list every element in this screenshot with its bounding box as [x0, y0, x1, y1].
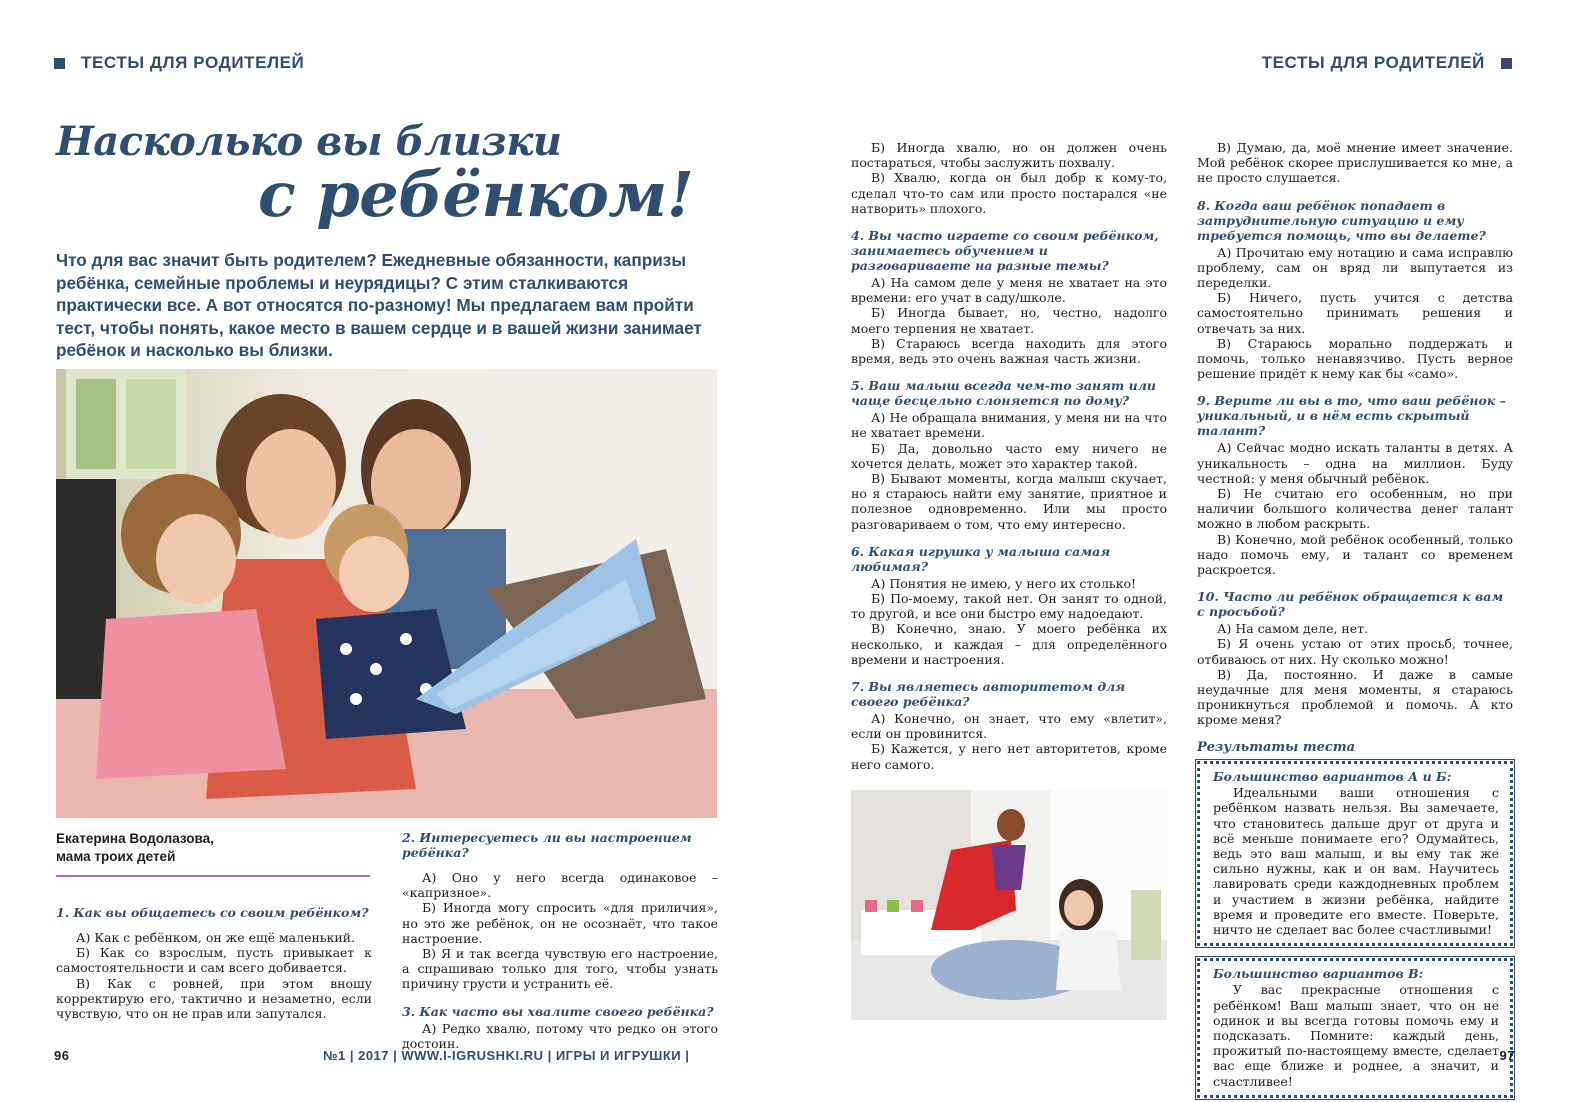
answer-a: А) Сейчас модно искать таланты в детях. А уникальность – одна на миллион. Буду честной: у меня обычный ребёнок. [1197, 440, 1513, 486]
question-9 [1197, 393, 1513, 577]
question-title: 10. Часто ли ребёнок обращается к вам с просьбой? [1197, 589, 1504, 620]
answer-a: А) Понятия не имею, у него их столько! [871, 575, 1137, 591]
question-7-start [851, 679, 1167, 772]
answer-a: А) Как с ребёнком, он же ещё маленький. [76, 930, 356, 945]
answer-c: В) Стараюсь морально поддержать и помочь, только ненавязчиво. Пусть верное решение придёт к нему как бы «само». [1197, 335, 1513, 382]
magazine-footer: №1 | 2017 | WWW.I-IGRUSHKI.RU | ИГРЫ И ИГРУШКИ | [323, 1048, 690, 1063]
section-header-label: ТЕСТЫ ДЛЯ РОДИТЕЛЕЙ [81, 53, 305, 72]
results-title: Результаты теста [1197, 739, 1356, 755]
answer-b: Б) Иногда хвалю, но он должен очень постараться, чтобы заслужить похвалу. [851, 140, 1167, 171]
answer-a: А) Оно у него всегда одинаковое – «капризное». [402, 870, 718, 901]
page-number-right: 97 [1499, 1048, 1515, 1063]
answer-b: Б) Да, довольно часто ему ничего не хочется делать, может это характер такой. [851, 440, 1167, 471]
right-page [787, 0, 1574, 1102]
section-header-right [1262, 53, 1512, 73]
result-heading: Большинство вариантов В: [1213, 966, 1424, 982]
answer-c: В) Я и так всегда чувствую его настроение, а спрашиваю только для того, чтобы узнать причину грусти и устранить её. [402, 946, 718, 992]
answer-b: Б) Я очень устаю от этих просьб, точнее, отбиваюсь от них. Ну сколько можно! [1197, 636, 1513, 667]
right-column-2 [1197, 140, 1513, 1102]
answer-c: В) Хвалю, когда он был добр к кому-то, сделал что-то сам или просто постарался «не натворить» плохого. [851, 170, 1167, 216]
result-heading: Большинство вариантов А и Б: [1213, 768, 1452, 784]
answer-a: А) Редко хвалю, потому что редко он этого достоин. [402, 1020, 718, 1051]
question-1 [56, 905, 372, 1021]
answer-c: В) Как с ровней, при этом вношу корректирую его, тактично и незаметно, если чувствую, что он не прав или запутался. [56, 975, 372, 1022]
answer-c: В) Конечно, знаю. У моего ребёнка их несколько, и каждая – для определённого времени и настроения. [851, 621, 1167, 667]
question-10 [1197, 589, 1513, 727]
question-title: 6. Какая игрушка у малыша самая любимая? [851, 543, 1111, 574]
question-title: 2. Интересуетесь ли вы настроением ребёнка? [402, 830, 692, 860]
question-4 [851, 228, 1167, 366]
result-box-c [1197, 958, 1513, 1098]
answer-c: В) Думаю, да, моё мнение имеет значение. Мой ребёнок скорее прислушивается ко мне, а не просто слушается. [1197, 140, 1513, 186]
answer-b: Б) Как со взрослым, пусть привыкает к самостоятельности и сам всего добивается. [56, 945, 372, 976]
result-text: У вас прекрасные отношения с ребёнком! Ваш малыш знает, что он не одинок и вы всегда готовы помочь ему и подсказать. Помните: каждый день, прожитый по-настоящему вместе, сделает вас еще ближе и роднее, а значит, и счастливее! [1213, 982, 1499, 1089]
question-2 [402, 830, 718, 992]
question-5 [851, 378, 1167, 532]
caption-name: Екатерина Водолазова, [56, 831, 214, 846]
section-header-label: ТЕСТЫ ДЛЯ РОДИТЕЛЕЙ [1261, 53, 1485, 72]
section-square-icon [1501, 58, 1512, 69]
page-number-left: 96 [54, 1048, 70, 1063]
answer-a: А) На самом деле, нет. [1217, 621, 1369, 637]
answer-c: В) Бывают моменты, когда малыш скучает, но я стараюсь найти ему занятие, приятное и полезное одновременно. Или мы просто разговариваем о том, что ему интересно. [851, 471, 1167, 532]
question-title: 5. Ваш малыш всегда чем-то занят или чаще бесцельно слоняется по дому? [851, 378, 1156, 409]
section-square-icon [54, 58, 65, 69]
answer-c: В) Конечно, мой ребёнок особенный, только надо помочь ему, и талант со временем раскроется. [1197, 531, 1513, 578]
family-reading-illustration [56, 369, 717, 818]
question-title: 9. Верите ли вы в то, что ваш ребёнок – уникальный, и в нём есть скрытый талант? [1197, 393, 1506, 439]
question-7-end [1197, 140, 1513, 186]
mother-child-illustration [851, 790, 1167, 1020]
answer-a: А) Не обращала внимания, у меня ни на что не хватает времени. [851, 410, 1167, 441]
left-column-1 [56, 905, 372, 1033]
answer-c: В) Да, постоянно. И даже в самые неудачные для меня моменты, я стараюсь проникнуться проблемой и помочь. А кто кроме меня? [1197, 666, 1513, 728]
question-3-end [851, 140, 1167, 216]
answer-b: Б) Не считаю его особенным, но при наличии большого количества денег талант можно в любом раскрыть. [1197, 486, 1513, 532]
question-3-start [402, 1004, 718, 1051]
question-title: 8. Когда ваш ребёнок попадает в затруднительную ситуацию и ему требуется помощь, что вы делаете? [1197, 197, 1486, 243]
question-6 [851, 544, 1167, 667]
article-lead: Что для вас значит быть родителем? Ежедневные обязанности, капризы ребёнка, семейные проблемы и неурядицы? С этим сталкиваются практически все. А вот относятся по-разному! Мы предлагаем вам пройти тест, чтобы понять, какое место в вашем сердце и в вашей жизни занимает ребёнок и насколько вы близки. [56, 250, 702, 360]
mother-child-photo [851, 790, 1167, 1020]
result-box-ab [1197, 761, 1513, 946]
result-text: Идеальными ваши отношения с ребёнком назвать нельзя. Вы замечаете, что становитесь дальше друг от друга и всё меньше понимаете его? Одумайтесь, ведь это ваш малыш, и вы ему так же сильно нужны, как и он вам. Научитесь лавировать среди каждодневных проблем и участием в жизни ребёнка, найдите время и проведите его вместе. Поверьте, ничто не сделает вас более счастливыми! [1213, 785, 1499, 937]
family-reading-photo [56, 369, 717, 818]
question-title: 1. Как вы общаетесь со своим ребёнком? [56, 905, 369, 920]
answer-b: Б) Иногда могу спросить «для приличия», но это же ребёнок, он не осознаёт, что такое настроение. [402, 900, 718, 946]
answer-a: А) Прочитаю ему нотацию и сама исправлю проблему, сам он вряд ли выпутается из переделки. [1197, 244, 1513, 291]
right-column-1 [851, 140, 1167, 784]
question-title: 4. Вы часто играете со своим ребёнком, занимаетесь обучением и разговариваете на разные темы? [851, 228, 1159, 274]
section-header-left [54, 53, 304, 73]
answer-b: Б) Иногда бывает, но, честно, надолго моего терпения не хватает. [851, 305, 1167, 336]
answer-a: А) Конечно, он знает, что ему «влетит», если он провинится. [851, 711, 1167, 742]
caption-role: мама троих детей [56, 849, 176, 864]
answer-c: В) Стараюсь всегда находить для этого время, ведь это очень важная часть жизни. [851, 335, 1167, 367]
left-column-2 [402, 830, 718, 1063]
answer-b: Б) Ничего, пусть учится с детства самостоятельно принимать решения и отвечать за них. [1197, 290, 1513, 336]
question-title: 7. Вы являетесь авторитетом для своего ребёнка? [851, 679, 1126, 710]
article-title-line2: с ребёнком! [258, 158, 694, 231]
article-title-line1: Насколько вы близки [56, 118, 562, 165]
question-title: 3. Как часто вы хвалите своего ребёнка? [402, 1003, 714, 1019]
question-8 [1197, 198, 1513, 382]
answer-b: Б) По-моему, такой нет. Он занят то одной, то другой, и все они быстро ему надоедают. [851, 591, 1167, 622]
photo-caption [56, 830, 370, 877]
answer-b: Б) Кажется, у него нет авторитетов, кроме него самого. [851, 741, 1167, 772]
answer-a: А) На самом деле у меня не хватает на это времени: его учат в саду/школе. [851, 275, 1167, 306]
